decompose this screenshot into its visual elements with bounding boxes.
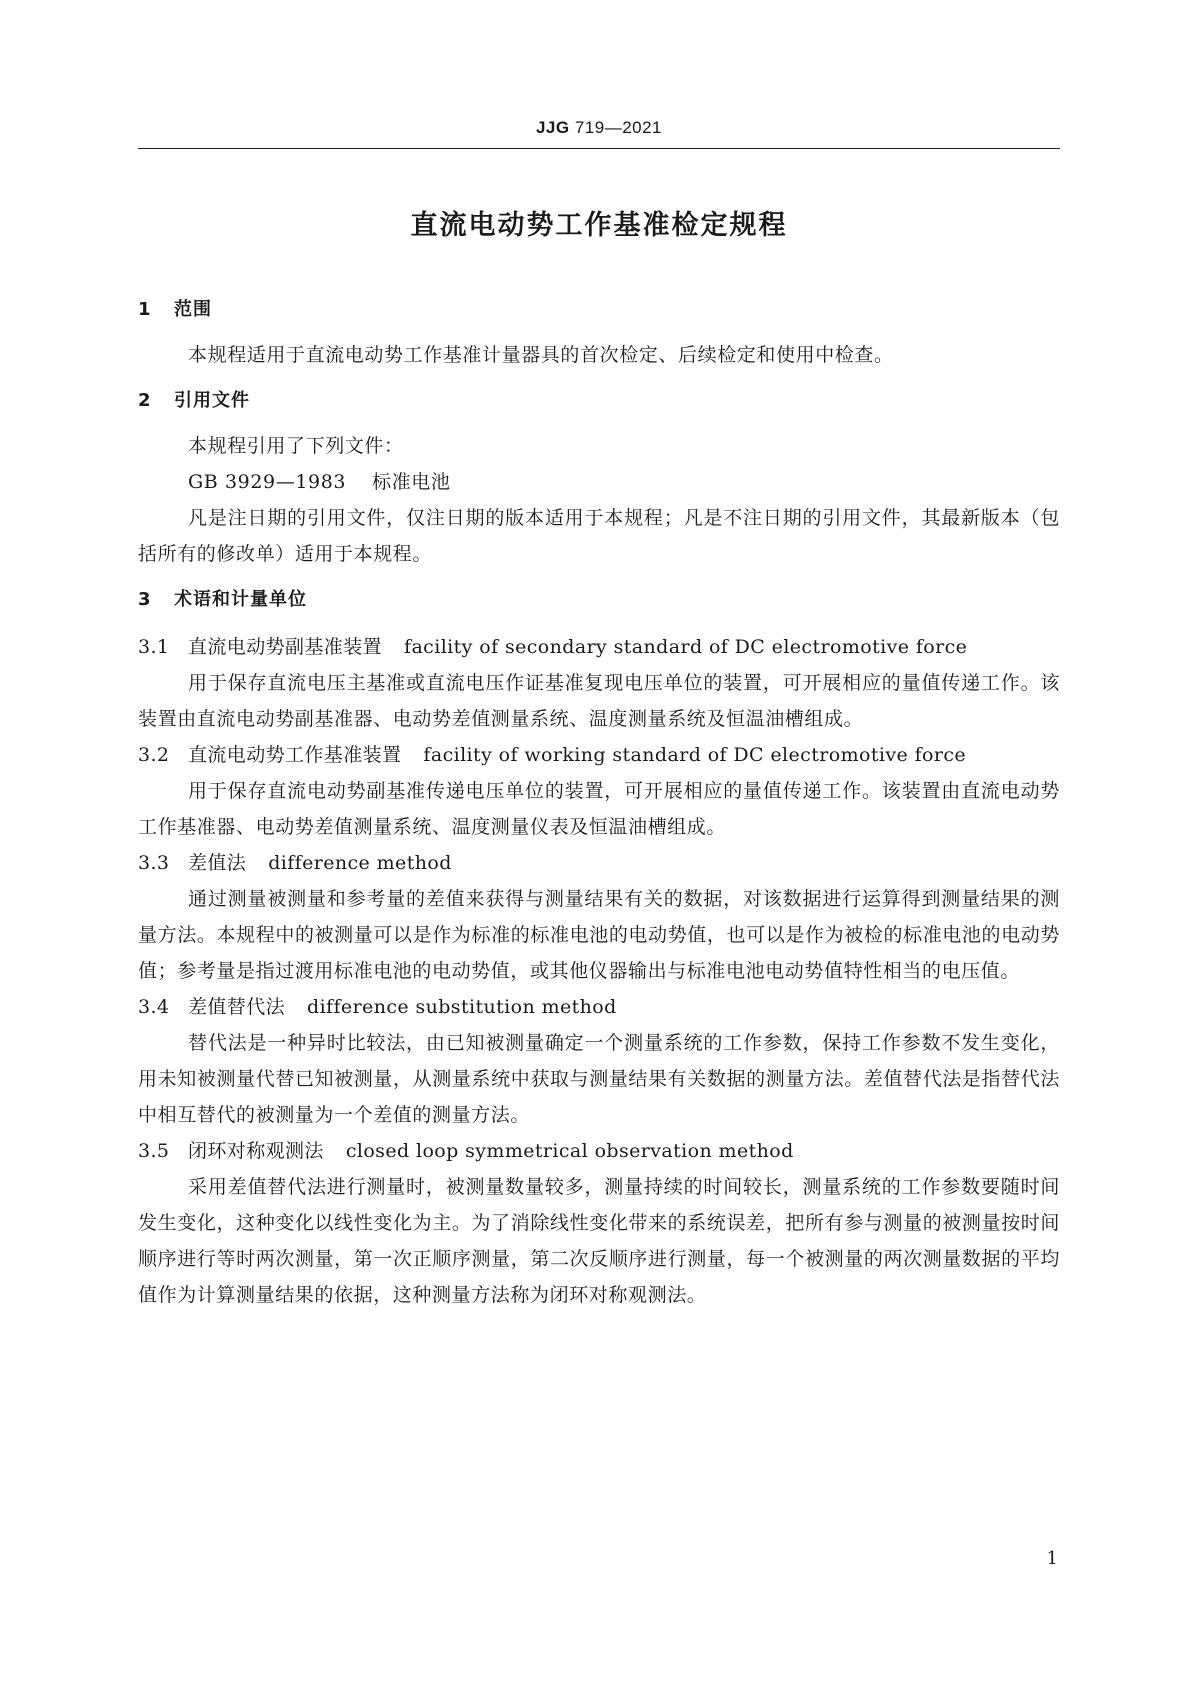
section-number: 1 <box>138 299 152 320</box>
term-chinese: 闭环对称观测法 <box>188 1140 324 1162</box>
section-number: 2 <box>138 390 152 411</box>
term-heading <box>138 1133 1060 1169</box>
paragraph: 凡是注日期的引用文件，仅注日期的版本适用于本规程；凡是不注日期的引用文件，其最新版本（包括所有的修改单）适用于本规程。 <box>138 507 1060 565</box>
section-title: 术语和计量单位 <box>174 589 307 610</box>
term-definition: 采用差值替代法进行测量时，被测量数量较多，测量持续的时间较长，测量系统的工作参数要随时间发生变化，这种变化以线性变化为主。为了消除线性变化带来的系统误差，把所有参与测量的被测量按时间顺序进行等时两次测量，第一次正顺序测量，第二次反顺序进行测量，每一个被测量的两次测量数据的平均值作为计算测量结果的依据，这种测量方法称为闭环对称观测法。 <box>138 1176 1060 1306</box>
running-header <box>138 118 1060 138</box>
term-heading <box>138 737 1060 773</box>
term-number: 3.5 <box>138 1140 170 1162</box>
term-definition: 用于保存直流电压主基准或直流电压作证基准复现电压单位的装置，可开展相应的量值传递工作。该装置由直流电动势副基准器、电动势差值测量系统、温度测量系统及恒温油槽组成。 <box>138 672 1060 730</box>
reference-standard: GB 3929—1983 <box>188 471 347 493</box>
document-body <box>138 295 1060 1313</box>
term-number: 3.2 <box>138 744 170 766</box>
term-definition: 用于保存直流电动势副基准传递电压单位的装置，可开展相应的量值传递工作。该装置由直流电动势工作基准器、电动势差值测量系统、温度测量仪表及恒温油槽组成。 <box>138 780 1060 838</box>
term-number: 3.1 <box>138 636 170 658</box>
term-english: facility of working standard of DC electromotive force <box>423 744 967 766</box>
standard-number: 719—2021 <box>569 118 663 137</box>
term-chinese: 差值法 <box>188 852 247 874</box>
term-number: 3.4 <box>138 996 170 1018</box>
standard-code: JJG <box>535 118 570 137</box>
document-title: 直流电动势工作基准检定规程 <box>410 210 788 241</box>
term-english: facility of secondary standard of DC electromotive force <box>404 636 968 658</box>
term-number: 3.3 <box>138 852 170 874</box>
reference-entry <box>138 464 1060 500</box>
term-heading <box>138 845 1060 881</box>
paragraph: 本规程适用于直流电动势工作基准计量器具的首次检定、后续检定和使用中检查。 <box>188 344 894 366</box>
section-title: 范围 <box>174 299 212 320</box>
section-number: 3 <box>138 589 152 610</box>
term-english: closed loop symmetrical observation method <box>345 1140 794 1162</box>
term-chinese: 差值替代法 <box>188 996 286 1018</box>
term-definition: 替代法是一种异时比较法，由已知被测量确定一个测量系统的工作参数，保持工作参数不发生变化，用未知被测量代替已知被测量，从测量系统中获取与测量结果有关数据的测量方法。差值替代法是指替代法中相互替代的被测量为一个差值的测量方法。 <box>138 1032 1060 1126</box>
term-heading <box>138 989 1060 1025</box>
term-chinese: 直流电动势副基准装置 <box>188 636 383 658</box>
section-heading-3 <box>138 585 1060 615</box>
paragraph: 本规程引用了下列文件： <box>188 435 404 457</box>
term-english: difference substitution method <box>307 996 617 1018</box>
section-heading-1 <box>138 295 1060 325</box>
term-english: difference method <box>268 852 452 874</box>
page-number: 1 <box>1046 1548 1058 1569</box>
term-definition: 通过测量被测量和参考量的差值来获得与测量结果有关的数据，对该数据进行运算得到测量结果的测量方法。本规程中的被测量可以是作为标准的标准电池的电动势值，也可以是作为被检的标准电池的电动势值；参考量是指过渡用标准电池的电动势值，或其他仪器输出与标准电池电动势值特性相当的电压值。 <box>138 888 1060 982</box>
section-heading-2 <box>138 386 1060 416</box>
section-title: 引用文件 <box>174 390 250 411</box>
reference-name: 标准电池 <box>372 471 451 493</box>
term-heading <box>138 629 1060 665</box>
term-chinese: 直流电动势工作基准装置 <box>188 744 402 766</box>
header-rule <box>138 148 1060 149</box>
